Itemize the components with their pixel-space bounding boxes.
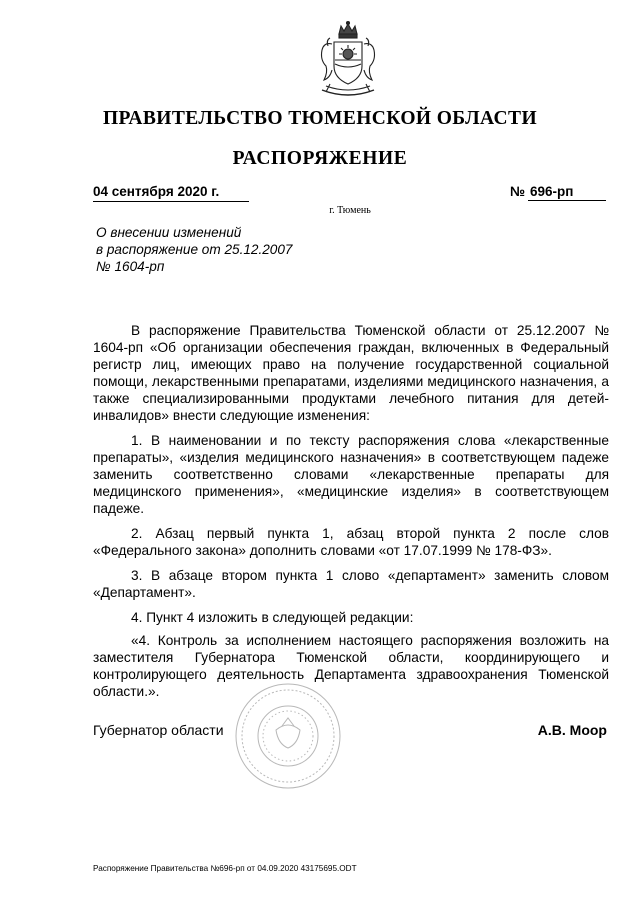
subject-line: О внесении изменений — [96, 225, 242, 240]
signatory-name: А.В. Моор — [537, 722, 607, 738]
subject-line: № 1604-рп — [96, 259, 165, 274]
document-type-title: РАСПОРЯЖЕНИЕ — [232, 148, 408, 169]
body-paragraph: 3. В абзаце втором пункта 1 слово «департамент» заменить словом «Департамент». — [93, 568, 609, 600]
document-subject — [96, 224, 356, 275]
document-number: 696-рп — [528, 184, 606, 201]
body-paragraph: 4. Пункт 4 изложить в следующей редакции: — [131, 610, 414, 625]
document-body — [93, 322, 609, 708]
document-date: 04 сентября 2020 г. — [93, 184, 249, 202]
signature-block — [93, 722, 609, 742]
document-number-field — [510, 184, 606, 201]
city-label: г. Тюмень — [329, 205, 371, 216]
government-title: ПРАВИТЕЛЬСТВО ТЮМЕНСКОЙ ОБЛАСТИ — [102, 108, 538, 129]
body-paragraph: В распоряжение Правительства Тюменской области от 25.12.2007 № 1604-рп «Об организации обеспечения граждан, включенных в Федеральный регистр лиц, имеющих право на получение государственной социальной помощи, лекарственными препаратами, изделиями медицинского назначения, а также специализированными продуктами лечебного питания для детей-инвалидов» внести следующие изменения: — [93, 323, 609, 423]
coat-of-arms-icon — [308, 20, 388, 104]
signatory-position: Губернатор области — [93, 722, 224, 738]
number-sign: № — [510, 184, 526, 199]
body-paragraph: 1. В наименовании и по тексту распоряжения слова «лекарственные препараты», «изделия медицинского назначения» в соответствующем падеже заменить соответственно словами «лекарственные препараты для медицинского применения», «медицинские изделия» в соответствующем падеже. — [93, 433, 609, 516]
subject-line: в распоряжение от 25.12.2007 — [96, 242, 293, 257]
document-footer: Распоряжение Правительства №696-рп от 04.09.2020 43175695.ODT — [93, 864, 357, 873]
body-paragraph: 2. Абзац первый пункта 1, абзац второй пункта 2 после слов «Федерального закона» дополнить словами «от 17.07.1999 № 178-ФЗ». — [93, 526, 609, 558]
body-paragraph: «4. Контроль за исполнением настоящего распоряжения возложить на заместителя Губернатора Тюменской области, координирующего и контролирующего деятельность Департамента здравоохранения Тюменской области.». — [93, 633, 609, 699]
